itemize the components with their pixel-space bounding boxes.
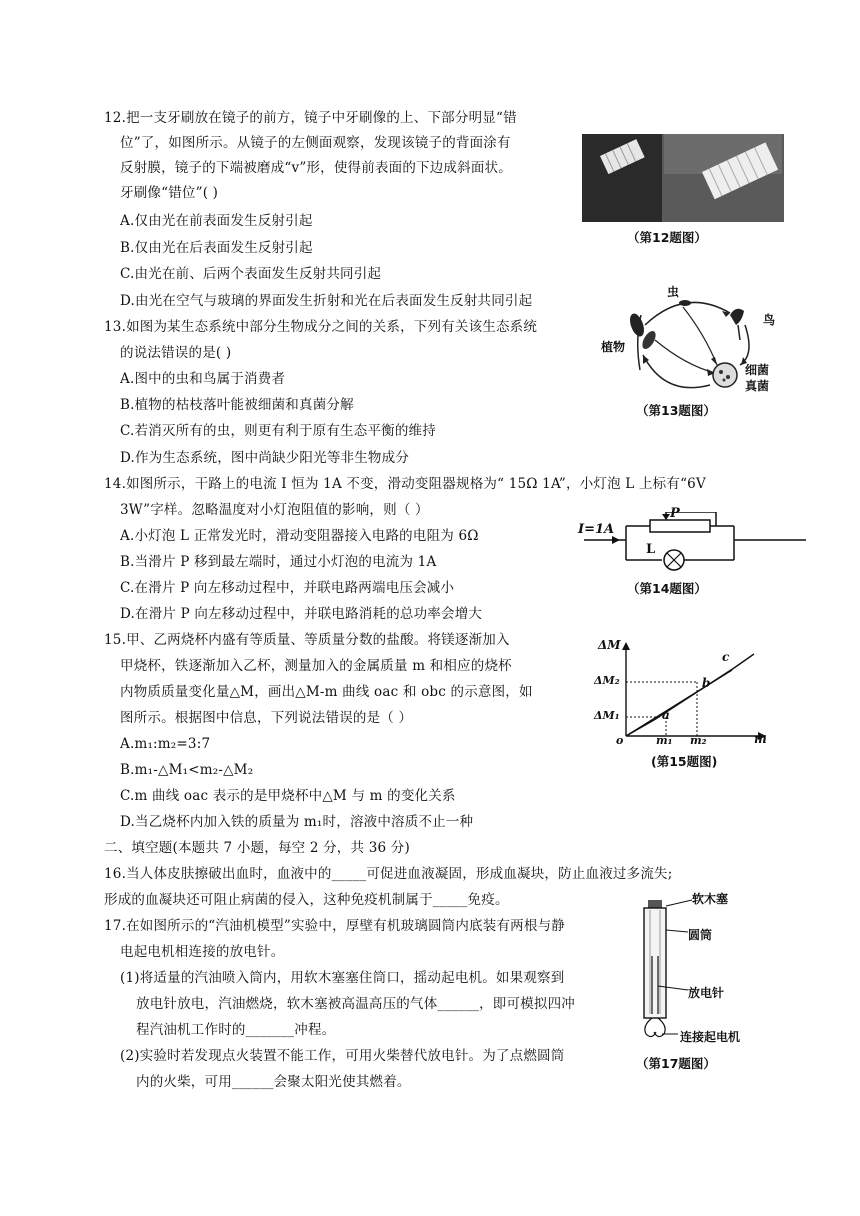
- plant-label: 植物: [601, 340, 626, 354]
- q13-option-d: D.作为生态系统，图中尚缺少阳光等非生物成分: [120, 450, 410, 466]
- q17-line-6: (2)实验时若发现点火装置不能工作，可用火柴替代放电针。为了点燃圆筒: [120, 1048, 565, 1064]
- tube-label: 圆筒: [688, 928, 713, 942]
- q14-option-d: D.在滑片 P 向左移动过程中，并联电路消耗的总功率会增大: [120, 606, 483, 622]
- q12-line-4: 牙刷像“错位”( ): [120, 185, 219, 201]
- q17-line-2: 电起电机相连接的放电针。: [120, 944, 285, 960]
- q17-line-4: 放电针放电，汽油燃烧，软木塞被高温高压的气体______，即可模拟四冲: [136, 996, 575, 1012]
- point-a-label: a: [662, 708, 670, 722]
- q15-line-2: 甲烧杯，铁逐渐加入乙杯，测量加入的金属质量 m 和相应的烧杯: [120, 658, 512, 674]
- q17-line-5: 程汽油机工作时的_______冲程。: [136, 1022, 336, 1038]
- q14-option-b: B.当滑片 P 移到最左端时，通过小灯泡的电流为 1A: [120, 554, 437, 570]
- q15-option-b: B.m₁-△M₁<m₂-△M₂: [120, 762, 254, 778]
- q13-caption: （第13题图）: [636, 403, 716, 418]
- q12-option-a: A.仅由光在前表面发生反射引起: [120, 213, 313, 229]
- q15-option-c: C.m 曲线 oac 表示的是甲烧杯中△M 与 m 的变化关系: [120, 788, 456, 804]
- q16-line-1: 16.当人体皮肤擦破出血时，血液中的_____可促进血液凝固，形成血凝块，防止血液过多流失;: [104, 866, 673, 882]
- q14-option-a: A.小灯泡 L 正常发光时，滑动变阻器接入电路的电阻为 6Ω: [120, 528, 479, 544]
- x-axis-label: m: [754, 732, 767, 746]
- q14-line-2: 3W”字样。忽略温度对小灯泡阻值的影响，则（ ）: [120, 502, 429, 518]
- q13-option-a: A.图中的虫和鸟属于消费者: [120, 371, 286, 387]
- ecosystem-diagram: [601, 285, 795, 397]
- section-2-heading: 二、填空题(本题共 7 小题，每空 2 分，共 36 分): [104, 840, 410, 856]
- mass-change-graph: [594, 638, 770, 748]
- q14-option-c: C.在滑片 P 向左移动过程中，并联电路两端电压会减小: [120, 580, 455, 596]
- slider-label: P: [670, 506, 680, 521]
- q12-option-b: B.仅由光在后表面发生反射引起: [120, 240, 313, 256]
- gasoline-engine-model: [632, 892, 782, 1046]
- fungi-label: 真菌: [745, 379, 770, 393]
- q13-option-b: B.植物的枯枝落叶能被细菌和真菌分解: [120, 397, 354, 413]
- machine-label: 连接起电机: [680, 1030, 741, 1044]
- point-c-label: c: [722, 650, 730, 664]
- q16-line-2: 形成的血凝块还可阻止病菌的侵入，这种免疫机制属于_____免疫。: [104, 892, 509, 908]
- point-b-label: b: [702, 676, 711, 690]
- x1-label: m₁: [656, 734, 673, 747]
- bird-label: 鸟: [763, 313, 776, 327]
- q17-line-3: (1)将适量的汽油喷入筒内，用软木塞塞住筒口，摇动起电机。如果观察到: [120, 970, 565, 986]
- q12-line-3: 反射膜，镜子的下端被磨成“v”形，使得前表面的下边成斜面状。: [120, 160, 512, 176]
- q13-line-2: 的说法错误的是( ): [120, 345, 232, 361]
- q17-line-1: 17.在如图所示的“汽油机模型”实验中，厚壁有机玻璃圆筒内底装有两根与静: [104, 918, 565, 934]
- x2-label: m₂: [690, 734, 707, 747]
- origin-label: o: [616, 734, 624, 747]
- delta-m1-label: ΔM₁: [594, 709, 620, 722]
- q15-line-4: 图所示。根据图中信息，下列说法错误的是（ ）: [120, 710, 413, 726]
- q15-option-a: A.m₁:m₂=3:7: [120, 736, 211, 752]
- q12-option-d: D.由光在空气与玻璃的界面发生折射和光在后表面发生反射共同引起: [120, 293, 533, 309]
- q12-line-2: 位”了，如图所示。从镜子的左侧面观察，发现该镜子的背面涂有: [120, 135, 511, 151]
- q15-line-1: 15.甲、乙两烧杯内盛有等质量、等质量分数的盐酸。将镁逐渐加入: [104, 632, 510, 648]
- needle-label: 放电针: [688, 986, 725, 1000]
- q15-caption: (第15题图): [651, 754, 718, 769]
- q15-line-3: 内物质质量变化量△M，画出△M-m 曲线 oac 和 obc 的示意图，如: [120, 684, 533, 700]
- cork-label: 软木塞: [692, 892, 729, 906]
- q13-line-1: 13.如图为某生态系统中部分生物成分之间的关系，下列有关该生态系统: [104, 319, 538, 335]
- q14-caption: （第14题图）: [627, 581, 707, 596]
- q12-option-c: C.由光在前、后两个表面发生反射共同引起: [120, 266, 382, 282]
- q13-option-c: C.若消灭所有的虫，则更有利于原有生态平衡的维持: [120, 423, 436, 439]
- q15-option-d: D.当乙烧杯内加入铁的质量为 m₁时，溶液中溶质不止一种: [120, 814, 474, 830]
- delta-m2-label: ΔM₂: [594, 674, 620, 687]
- insect-label: 虫: [667, 285, 680, 299]
- bacteria-label: 细菌: [745, 363, 770, 377]
- toothbrush-mirror-photo: [582, 134, 784, 222]
- q14-line-1: 14.如图所示，干路上的电流 I 恒为 1A 不变，滑动变阻器规格为“ 15Ω 1A”，小灯泡 L 上标有“6V: [104, 476, 706, 492]
- q17-line-7: 内的火柴，可用______会聚太阳光使其燃着。: [136, 1074, 411, 1090]
- circuit-diagram: [576, 506, 808, 574]
- q17-caption: （第17题图）: [636, 1056, 716, 1071]
- y-axis-label: ΔM: [598, 638, 621, 652]
- q12-line-1: 12.把一支牙刷放在镜子的前方，镜子中牙刷像的上、下部分明显“错: [104, 110, 517, 126]
- q12-caption: （第12题图）: [627, 230, 707, 245]
- lamp-label: L: [646, 542, 656, 557]
- current-label: I=1A: [578, 522, 615, 537]
